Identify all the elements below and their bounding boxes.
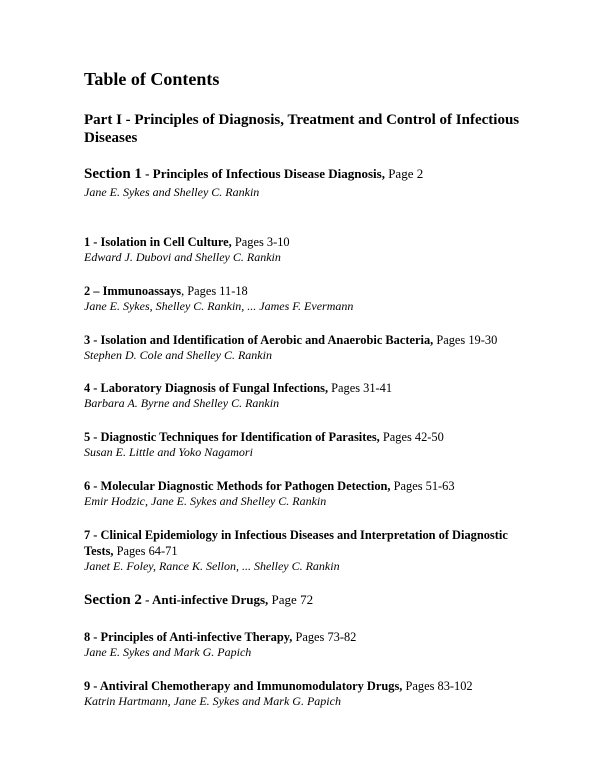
chapter-authors: Emir Hodzic, Jane E. Sykes and Shelley C. Rankin	[84, 493, 327, 508]
chapter-entry-5	[84, 429, 540, 461]
chapter-title: 7 - Clinical Epidemiology in Infectious Diseases and Interpretation of Diagnostic Tests,	[84, 527, 508, 558]
chapter-heading	[84, 478, 540, 494]
section-label: Section 2	[84, 592, 142, 609]
chapter-authors: Barbara A. Byrne and Shelley C. Rankin	[84, 396, 280, 411]
chapter-authors: Jane E. Sykes and Mark G. Papich	[84, 644, 252, 659]
section-1-header	[84, 165, 540, 200]
chapter-heading	[84, 332, 540, 348]
chapter-entry-2	[84, 283, 540, 315]
chapter-entry-9	[84, 678, 540, 710]
chapter-title: 4 - Laboratory Diagnosis of Fungal Infections,	[84, 381, 329, 396]
chapter-authors: Janet E. Foley, Rance K. Sellon, ... Shelley C. Rankin	[84, 558, 340, 573]
chapter-heading	[84, 283, 540, 299]
chapter-authors: Stephen D. Cole and Shelley C. Rankin	[84, 347, 272, 362]
chapter-authors: Edward J. Dubovi and Shelley C. Rankin	[84, 250, 281, 265]
chapter-authors: Jane E. Sykes, Shelley C. Rankin, ... James F. Evermann	[84, 299, 354, 314]
chapter-heading	[84, 234, 540, 250]
chapter-title: 9 - Antiviral Chemotherapy and Immunomodulatory Drugs,	[84, 678, 403, 693]
chapter-pages: Pages 19-30	[433, 332, 498, 347]
chapter-entry-8	[84, 629, 540, 661]
section-2-header	[84, 591, 540, 611]
chapter-heading	[84, 527, 540, 559]
page-title: Table of Contents	[84, 69, 220, 89]
chapter-heading	[84, 380, 540, 396]
chapter-title: 3 - Isolation and Identification of Aerobic and Anaerobic Bacteria,	[84, 332, 434, 347]
section-heading	[84, 591, 540, 611]
section-authors: Jane E. Sykes and Shelley C. Rankin	[84, 184, 260, 199]
chapter-entry-3	[84, 332, 540, 364]
chapter-title: 6 - Molecular Diagnostic Methods for Pathogen Detection,	[84, 478, 391, 493]
chapter-authors: Susan E. Little and Yoko Nagamori	[84, 445, 253, 460]
chapter-pages: Pages 42-50	[379, 430, 444, 445]
section-pages: Page 2	[384, 166, 424, 182]
section-name: - Anti-infective Drugs,	[141, 592, 269, 608]
chapter-pages: Pages 64-71	[113, 543, 178, 558]
part-title: Part I - Principles of Diagnosis, Treatment and Control of Infectious Diseases	[84, 111, 520, 147]
chapter-entry-7	[84, 527, 540, 575]
chapter-entry-4	[84, 380, 540, 412]
chapter-pages: , Pages 11-18	[181, 283, 248, 298]
section-label: Section 1	[84, 166, 142, 183]
section-name: - Principles of Infectious Disease Diagnosis,	[141, 166, 385, 182]
chapter-entry-6	[84, 478, 540, 510]
chapter-heading	[84, 429, 540, 445]
chapter-pages: Pages 51-63	[390, 478, 455, 493]
chapter-pages: Pages 31-41	[328, 381, 393, 396]
chapter-heading	[84, 629, 540, 645]
chapter-pages: Pages 3-10	[231, 235, 290, 250]
chapter-title: 5 - Diagnostic Techniques for Identification of Parasites,	[84, 430, 380, 445]
chapter-title: 8 - Principles of Anti-infective Therapy,	[84, 629, 293, 644]
chapter-pages: Pages 73-82	[292, 629, 357, 644]
chapter-heading	[84, 678, 540, 694]
chapter-title: 1 - Isolation in Cell Culture,	[84, 235, 232, 250]
section-heading	[84, 165, 540, 185]
chapter-entry-1	[84, 234, 540, 266]
section-pages: Page 72	[268, 592, 314, 608]
chapter-title: 2 – Immunoassays	[84, 283, 182, 298]
chapter-authors: Katrin Hartmann, Jane E. Sykes and Mark G. Papich	[84, 693, 341, 708]
chapter-pages: Pages 83-102	[402, 678, 473, 693]
